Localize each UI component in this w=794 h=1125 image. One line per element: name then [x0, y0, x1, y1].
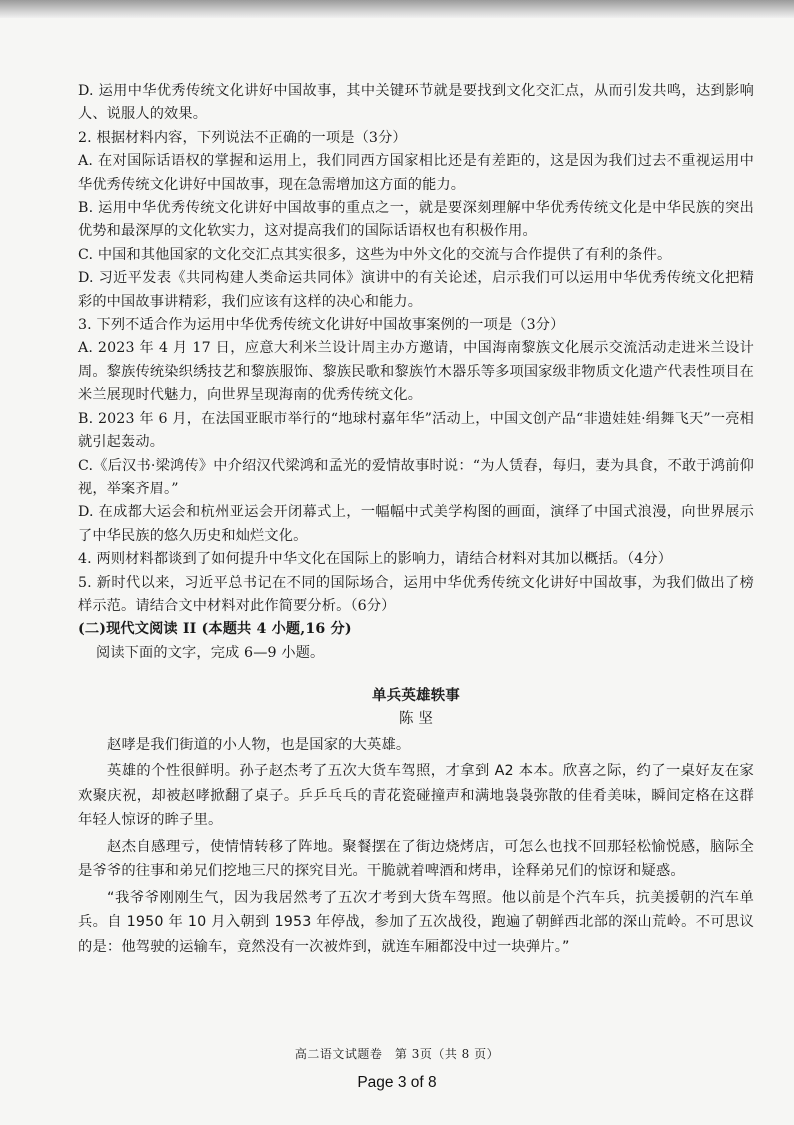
page-footer: 高二语文试题卷 第 3页（共 8 页）: [294, 1047, 500, 1061]
q2-option-b: B. 运用中华优秀传统文化讲好中国故事的重点之一，就是要深刻理解中华优秀传统文化是中华民族的突出优势和最深厚的文化软实力，这对提高我们的国际话语权也有积极作用。: [78, 200, 754, 240]
story-paragraph: 赵哮是我们街道的小人物，也是国家的大英雄。: [107, 736, 411, 753]
section-instruction: 阅读下面的文字，完成 6—9 小题。: [96, 644, 325, 661]
q3-option-c: C.《后汉书·梁鸿传》中介绍汉代梁鸿和孟光的爱情故事时说：“为人赁舂，每归，妻为具食，不敢于鸿前仰视，举案齐眉。”: [78, 457, 754, 497]
q2-option-c: C. 中国和其他国家的文化交汇点其实很多，这些为中外文化的交流与合作提供了有利的条件。: [78, 246, 672, 263]
q2-option-d: D. 习近平发表《共同构建人类命运共同体》演讲中的有关论述，启示我们可以运用中华优秀传统文化把精彩的中国故事讲精彩，我们应该有这样的决心和能力。: [78, 270, 754, 310]
page-content: [78, 80, 754, 959]
story-author: 陈 坚: [398, 710, 434, 727]
q5: 5. 新时代以来，习近平总书记在不同的国际场合，运用中华优秀传统文化讲好中国故事，为我们做出了榜样示范。请结合文中材料对此作简要分析。（6分）: [78, 574, 754, 614]
story-paragraph: “我爷爷刚刚生气，因为我居然考了五次才考到大货车驾照。他以前是个汽车兵，抗美援朝的汽车单兵。自 1950 年 10 月入朝到 1953 年停战，参加了五次战役，跑遍了朝鲜西北部的深山荒岭。不可思议的是：他驾驶的运输车，竟然没有一次被炸到，就连车厢都没中过一块弹片。”: [78, 889, 754, 955]
story-paragraph: 赵杰自感理亏，使情情转移了阵地。聚餐摆在了街边烧烤店，可怎么也找不回那轻松愉悦感，脑际全是爷爷的往事和弟兄们挖地三尺的探究目光。干脆就着啤酒和烤串，诠释弟兄们的惊讶和疑惑。: [78, 838, 754, 880]
q2-stem: 2. 根据材料内容，下列说法不正确的一项是（3分）: [78, 129, 407, 146]
story-paragraph: 英雄的个性很鲜明。孙子赵杰考了五次大货车驾照，才拿到 A2 本本。欣喜之际，约了一桌好友在家欢聚庆祝，却被赵哮掀翻了桌子。乒乒乓乓的青花瓷碰撞声和满地袅袅弥散的佳肴美味，瞬间定格在这群年轻人惊讶的眸子里。: [78, 763, 754, 829]
q3-stem: 3. 下列不适合作为运用中华优秀传统文化讲好中国故事案例的一项是（3分）: [78, 317, 565, 334]
q4: 4. 两则材料都谈到了如何提升中华文化在国际上的影响力，请结合材料对其加以概括。（4分）: [78, 551, 673, 568]
story-title: 单兵英雄轶事: [372, 687, 460, 705]
story-body: [78, 733, 754, 960]
q3-option-b: B. 2023 年 6 月，在法国亚眠市举行的“地球村嘉年华”活动上，中国文创产品“非遗娃娃·绢舞飞天”一亮相就引起轰动。: [78, 410, 754, 451]
q1-option-d: D. 运用中华优秀传统文化讲好中国故事，其中关键环节就是要找到文化交汇点，从而引发共鸣，达到影响人、说服人的效果。: [78, 83, 754, 123]
scan-edge-shadow: [0, 0, 794, 18]
page-indicator: Page 3 of 8: [357, 1074, 437, 1091]
q2-option-a: A. 在对国际话语权的掌握和运用上，我们同西方国家相比还是有差距的，这是因为我们过去不重视运用中华优秀传统文化讲好中国故事，现在急需增加这方面的能力。: [78, 153, 754, 193]
q3-option-a: A. 2023 年 4 月 17 日，应意大利米兰设计周主办方邀请，中国海南黎族文化展示交流活动走进米兰设计周。黎族传统染织绣技艺和黎族服饰、黎族民歌和黎族竹木器乐等多项国家级非物质文化遗产代表性项目在米兰展现时代魅力，向世界呈现海南的优秀传统文化。: [78, 340, 754, 404]
section-heading: (二)现代文阅读 II (本题共 4 小题,16 分): [78, 621, 352, 638]
q3-option-d: D. 在成都大运会和杭州亚运会开闭幕式上，一幅幅中式美学构图的画面，演绎了中国式浪漫，向世界展示了中华民族的悠久历史和灿烂文化。: [78, 504, 754, 544]
